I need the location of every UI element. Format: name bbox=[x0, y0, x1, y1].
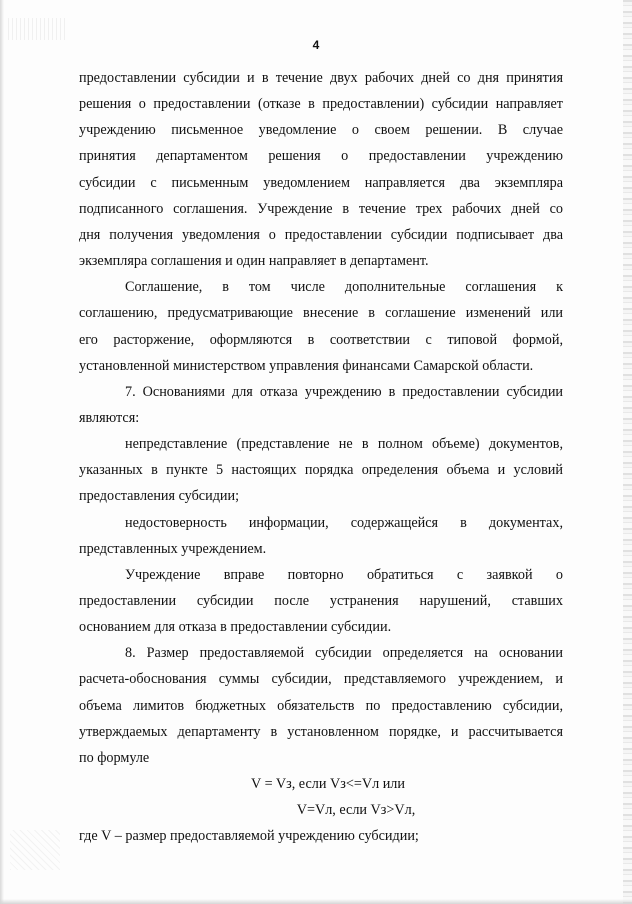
text-line: расчета-обоснования суммы субсидии, представляемого учреждением, и bbox=[79, 671, 563, 687]
scan-edge-right bbox=[623, 0, 632, 904]
scan-noise bbox=[8, 18, 68, 40]
text-line: соглашению, предусматривающие внесение в соглашение изменений или bbox=[79, 305, 563, 321]
text-line: по формуле bbox=[79, 750, 150, 766]
page-number: 4 bbox=[312, 38, 320, 52]
scan-noise bbox=[10, 830, 60, 870]
text-line: недостоверность информации, содержащейся в документах, bbox=[125, 515, 563, 531]
text-line: Учреждение вправе повторно обратиться с заявкой о bbox=[125, 567, 563, 583]
scan-edge-bottom bbox=[0, 899, 632, 904]
text-line: являются: bbox=[79, 410, 140, 426]
text-line: где V – размер предоставляемой учреждению субсидии; bbox=[79, 828, 419, 844]
text-line: объема лимитов бюджетных обязательств по предоставлению субсидии, bbox=[79, 698, 563, 714]
formula-line: V=Vл, если Vз>Vл, bbox=[296, 802, 416, 818]
text-line: 8. Размер предоставляемой субсидии определяется на основании bbox=[125, 645, 563, 661]
text-line: предоставлении субсидии после устранения нарушений, ставших bbox=[79, 593, 563, 609]
text-line: подписанного соглашения. Учреждение в течение трех рабочих дней со bbox=[79, 201, 563, 217]
text-line: Соглашение, в том числе дополнительные соглашения к bbox=[125, 279, 563, 295]
scan-edge-left bbox=[0, 0, 4, 904]
text-line: установленной министерством управления финансами Самарской области. bbox=[79, 358, 534, 374]
text-line: решения о предоставлении (отказе в предоставлении) субсидии направляет bbox=[79, 96, 563, 112]
text-line: принятия департаментом решения о предоставлении учреждению bbox=[79, 148, 563, 164]
text-line: учреждению письменное уведомление о своем решении. В случае bbox=[79, 122, 563, 138]
text-line: непредставление (представление не в полном объеме) документов, bbox=[125, 436, 563, 452]
text-line: 7. Основаниями для отказа учреждению в предоставлении субсидии bbox=[125, 384, 563, 400]
text-line: утверждаемых департаменту в установленном порядке, и рассчитывается bbox=[79, 724, 563, 740]
text-line: указанных в пункте 5 настоящих порядка определения объема и условий bbox=[79, 462, 563, 478]
text-line: дня получения уведомления о предоставлении субсидии подписывает два bbox=[79, 227, 563, 243]
text-line: экземпляра соглашения и один направляет в департамент. bbox=[79, 253, 429, 269]
text-line: его расторжение, оформляются в соответствии с типовой формой, bbox=[79, 332, 563, 348]
text-line: предоставлении субсидии и в течение двух рабочих дней со дня принятия bbox=[79, 70, 563, 86]
text-line: представленных учреждением. bbox=[79, 541, 267, 557]
text-line: субсидии с письменным уведомлением направляется два экземпляра bbox=[79, 175, 563, 191]
formula-line: V = Vз, если Vз<=Vл или bbox=[251, 776, 405, 792]
text-line: предоставления субсидии; bbox=[79, 488, 240, 504]
text-line: основанием для отказа в предоставлении субсидии. bbox=[79, 619, 392, 635]
